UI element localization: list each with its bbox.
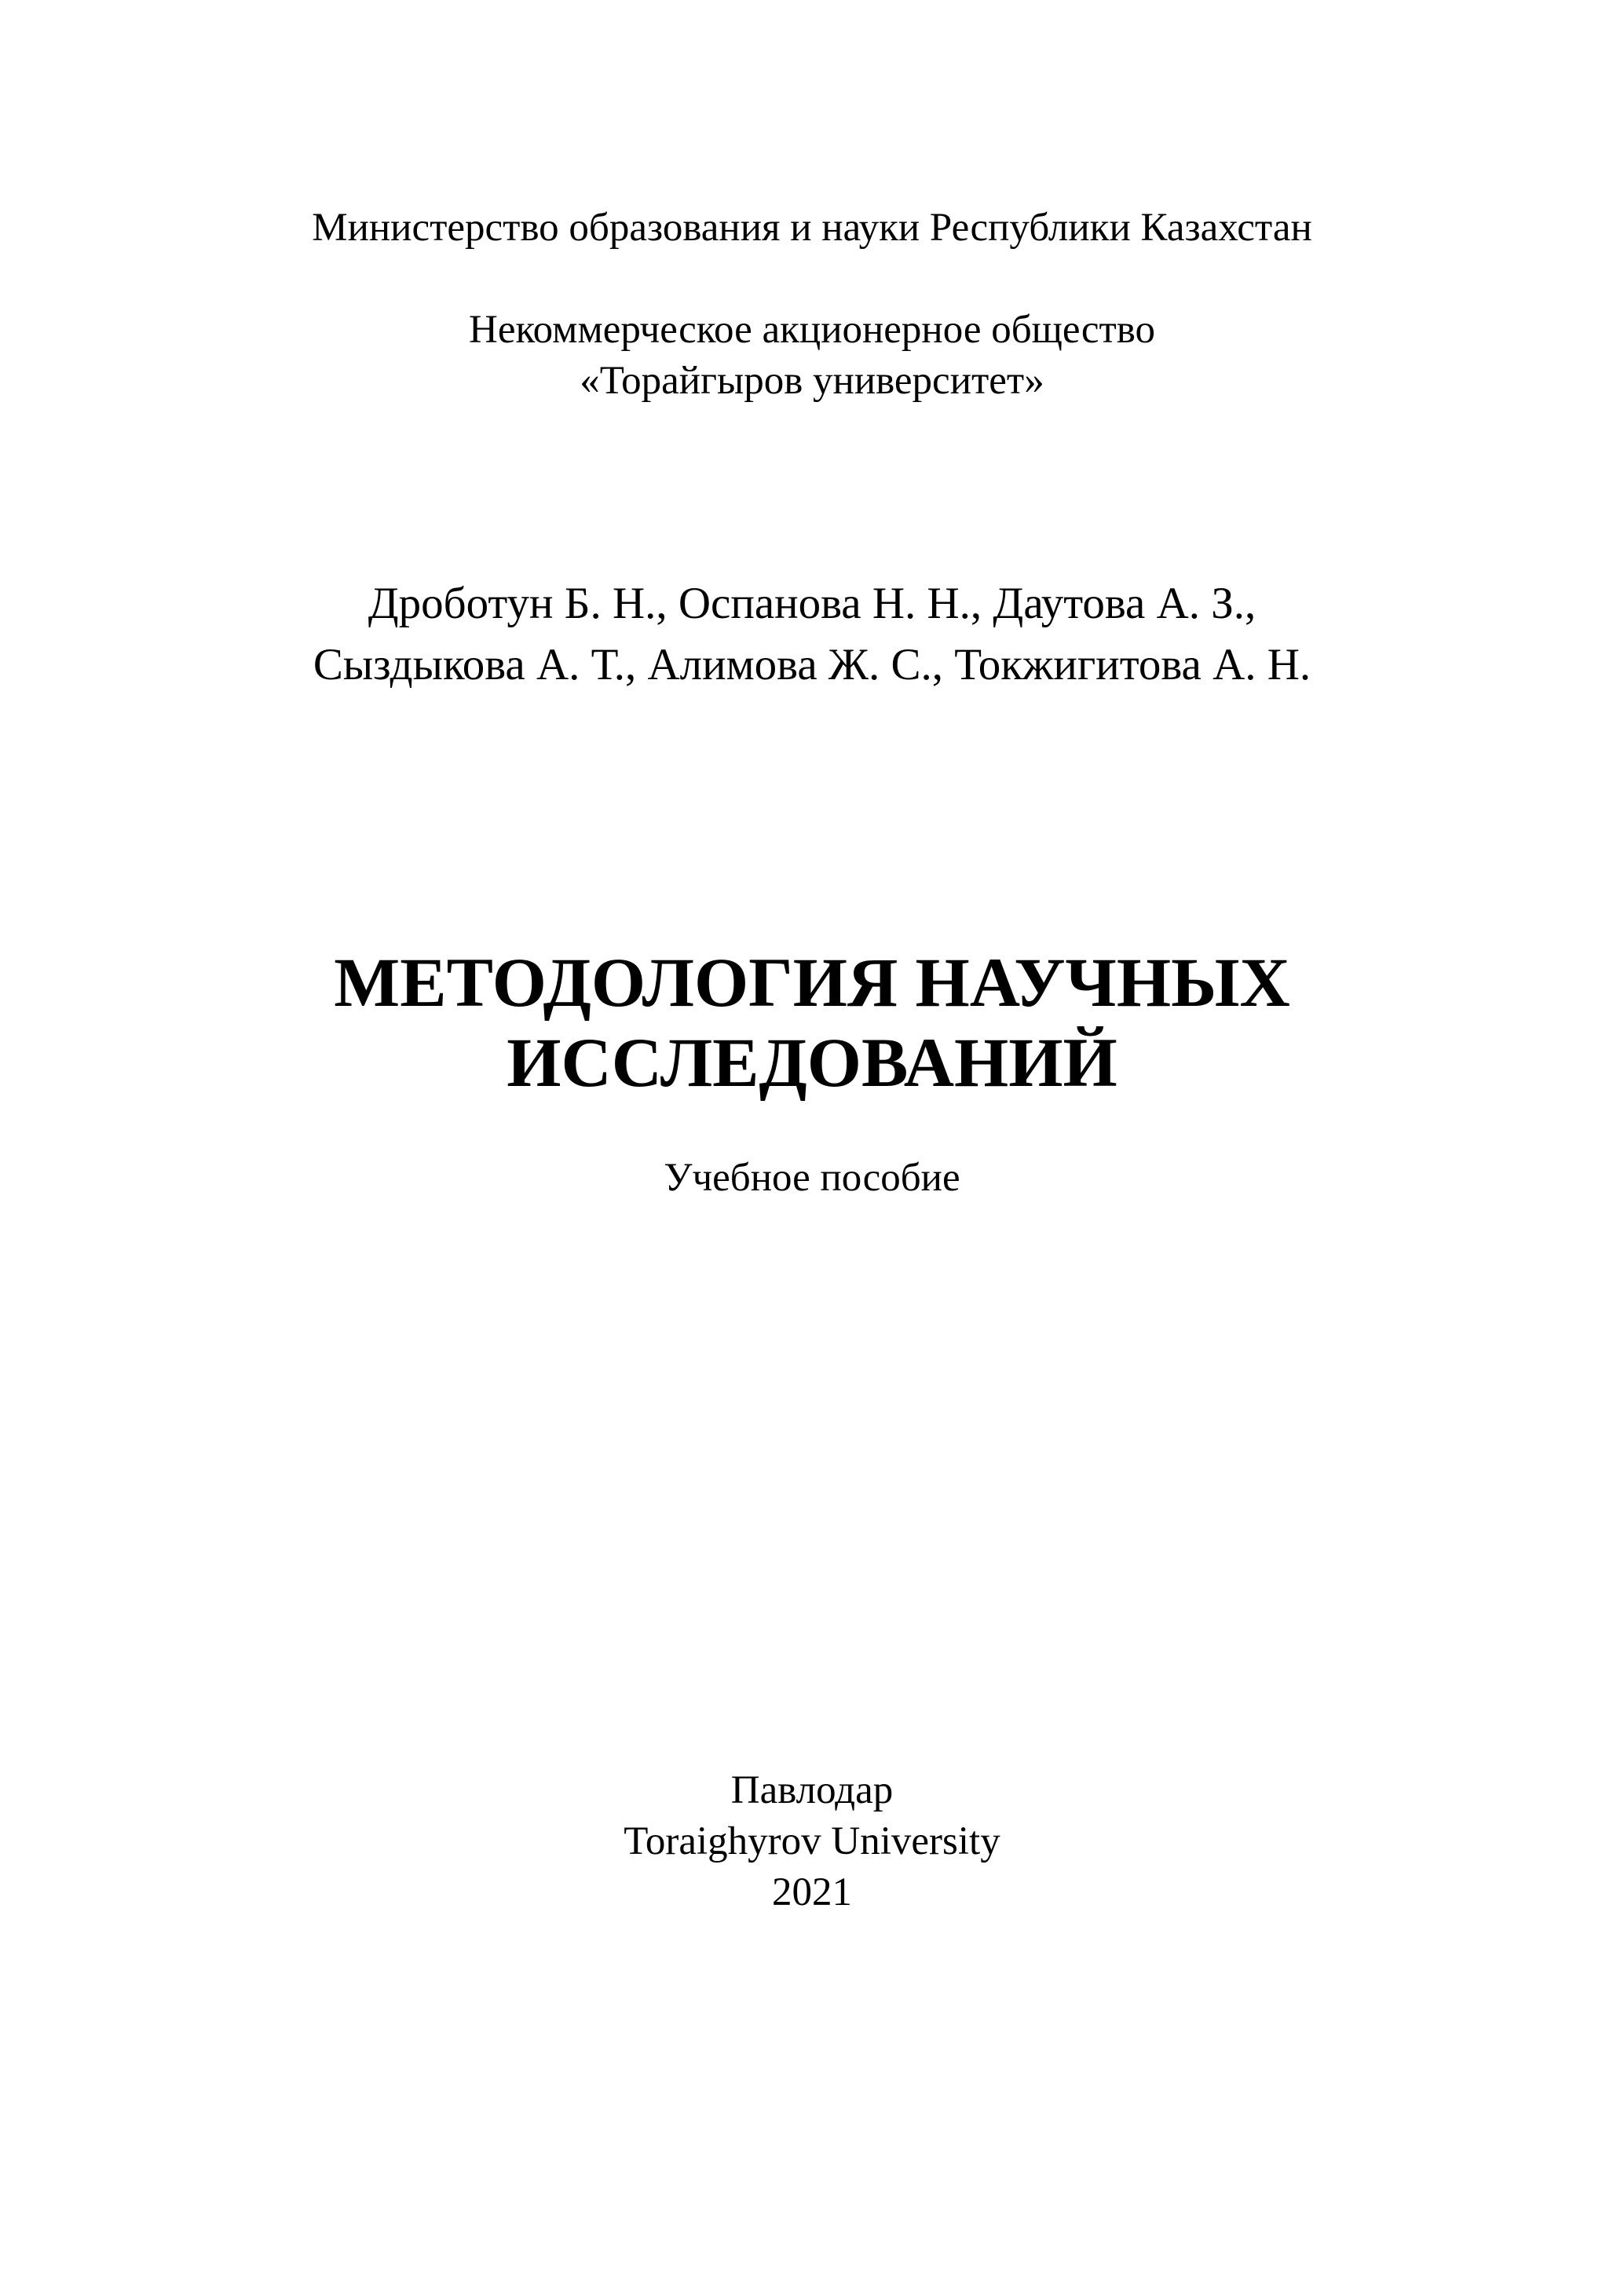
organization-type: Некоммерческое акционерное общество <box>469 308 1155 352</box>
imprint-city: Павлодар <box>730 1768 894 1812</box>
ministry-name: Министерство образования и науки Республики Казахстан <box>312 206 1312 250</box>
book-subtitle: Учебное пособие <box>664 1156 960 1200</box>
imprint-year: 2021 <box>772 1870 852 1914</box>
book-title-line-2: ИССЛЕДОВАНИЙ <box>507 1025 1117 1102</box>
book-title-line-1: МЕТОДОЛОГИЯ НАУЧНЫХ <box>334 945 1290 1022</box>
authors-line-1: Дроботун Б. Н., Оспанова Н. Н., Даутова А. З., <box>368 579 1256 628</box>
imprint-publisher: Toraighyrov University <box>624 1819 1000 1863</box>
organization-name: «Торайгыров университет» <box>580 359 1044 403</box>
authors-line-2: Сыздыкова А. Т., Алимова Ж. С., Токжигитова А. Н. <box>313 640 1311 689</box>
